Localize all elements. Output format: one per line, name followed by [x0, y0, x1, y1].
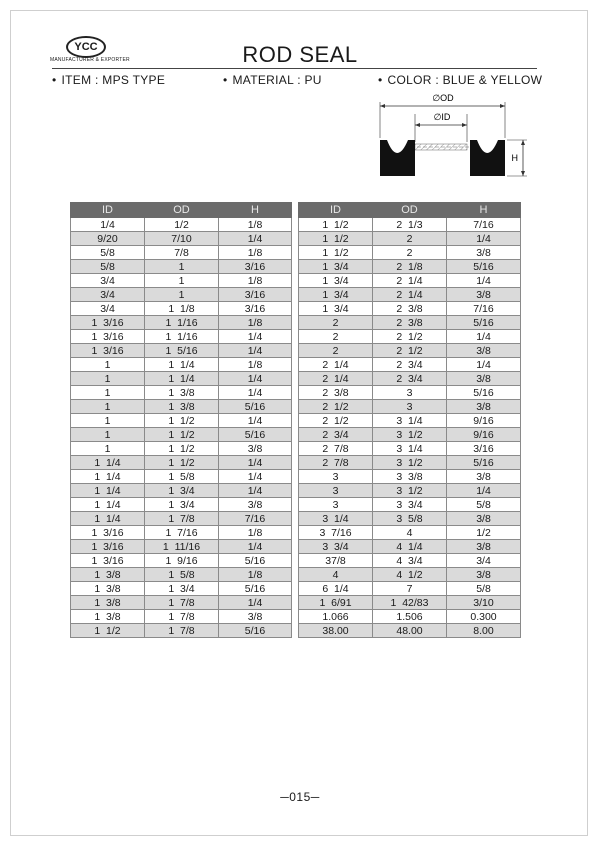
cell-od: 1 42/83: [373, 596, 447, 610]
table-row: [299, 498, 521, 512]
cell-od: 2 3/4: [373, 358, 447, 372]
cell-h: 5/16: [447, 386, 521, 400]
cell-od: 1 7/8: [145, 512, 219, 526]
table-row: [299, 302, 521, 316]
cell-id: 1: [71, 414, 145, 428]
cell-od: 3 1/2: [373, 428, 447, 442]
table-row: [71, 400, 292, 414]
cell-id: 1 3/4: [299, 288, 373, 302]
table-row: [299, 512, 521, 526]
cell-od: 3 1/2: [373, 484, 447, 498]
cell-h: 1/8: [219, 246, 292, 260]
cell-id: 6 1/4: [299, 582, 373, 596]
cell-id: 38.00: [299, 624, 373, 638]
cell-od: 3 5/8: [373, 512, 447, 526]
cell-h: 3/10: [447, 596, 521, 610]
cell-od: 1 3/4: [145, 582, 219, 596]
cell-id: 3: [299, 470, 373, 484]
cell-h: 5/16: [219, 582, 292, 596]
cell-id: 3/4: [71, 302, 145, 316]
cell-h: 3/8: [447, 372, 521, 386]
cell-h: 3/8: [219, 498, 292, 512]
cell-h: 1/8: [219, 358, 292, 372]
cell-id: 1: [71, 372, 145, 386]
cell-od: 2 1/8: [373, 260, 447, 274]
cell-id: 2 1/2: [299, 400, 373, 414]
cell-h: 1/8: [219, 526, 292, 540]
cell-od: 1 1/2: [145, 414, 219, 428]
table-row: [71, 610, 292, 624]
cell-id: 1 3/8: [71, 596, 145, 610]
cell-od: 1 3/8: [145, 386, 219, 400]
cell-h: 1/4: [219, 344, 292, 358]
cell-h: 3/8: [219, 610, 292, 624]
cell-od: 3 3/4: [373, 498, 447, 512]
table-row: [299, 246, 521, 260]
table-row: [71, 274, 292, 288]
cell-h: 9/16: [447, 414, 521, 428]
table-row: [71, 582, 292, 596]
cell-od: 2 3/8: [373, 302, 447, 316]
table-row: [71, 330, 292, 344]
cell-id: 1 6/91: [299, 596, 373, 610]
cell-od: 3 1/4: [373, 414, 447, 428]
cell-od: 3: [373, 400, 447, 414]
table-row: [71, 288, 292, 302]
cell-h: 1/4: [219, 330, 292, 344]
cell-h: 3/8: [447, 344, 521, 358]
cell-h: 1/4: [447, 330, 521, 344]
cell-h: 1/4: [447, 274, 521, 288]
cell-id: 1 3/16: [71, 526, 145, 540]
cell-od: 1 11/16: [145, 540, 219, 554]
cell-h: 3/4: [447, 554, 521, 568]
cell-od: 7/8: [145, 246, 219, 260]
table-row: [299, 316, 521, 330]
column-header-od: OD: [145, 203, 219, 218]
page-number: ─015─: [280, 790, 320, 804]
cell-h: 3/16: [219, 288, 292, 302]
table-row: [71, 302, 292, 316]
cell-h: 3/8: [447, 512, 521, 526]
cell-id: 3/4: [71, 288, 145, 302]
table-row: [299, 344, 521, 358]
table-row: [71, 624, 292, 638]
table-row: [299, 554, 521, 568]
column-header-id: ID: [299, 203, 373, 218]
cell-id: 1 3/8: [71, 610, 145, 624]
cell-od: 3 1/2: [373, 456, 447, 470]
cell-id: 2 1/2: [299, 414, 373, 428]
cell-id: 1 3/16: [71, 330, 145, 344]
cell-od: 1 1/2: [145, 428, 219, 442]
cell-od: 2 3/8: [373, 316, 447, 330]
cell-id: 3 1/4: [299, 512, 373, 526]
cell-h: 3/8: [447, 246, 521, 260]
cell-od: 1 1/8: [145, 302, 219, 316]
table-row: [299, 260, 521, 274]
table-row: [299, 568, 521, 582]
arrow-left-icon: [415, 123, 420, 127]
column-header-od: OD: [373, 203, 447, 218]
cell-id: 1: [71, 428, 145, 442]
arrow-right-icon: [462, 123, 467, 127]
cell-h: 8.00: [447, 624, 521, 638]
cell-h: 5/8: [447, 498, 521, 512]
cell-id: 9/20: [71, 232, 145, 246]
bullet-icon: •: [52, 73, 57, 87]
cell-id: 3 7/16: [299, 526, 373, 540]
cell-od: 1 1/16: [145, 316, 219, 330]
table-row: [71, 540, 292, 554]
material-spec: [223, 73, 322, 87]
table-row: [299, 288, 521, 302]
cell-od: 1: [145, 260, 219, 274]
cell-od: 4 1/2: [373, 568, 447, 582]
table-row: [299, 372, 521, 386]
title-divider: [52, 68, 537, 69]
size-table-right: [298, 202, 521, 638]
cell-od: 1 5/8: [145, 470, 219, 484]
cell-od: 2 1/2: [373, 330, 447, 344]
table-row: [299, 358, 521, 372]
cell-h: 1/8: [219, 218, 292, 232]
cell-id: 1 1/4: [71, 456, 145, 470]
table-row: [299, 232, 521, 246]
cell-od: 2: [373, 232, 447, 246]
size-table-left: [70, 202, 292, 638]
cell-od: 1 7/8: [145, 596, 219, 610]
cell-od: 1 7/16: [145, 526, 219, 540]
table-header-row: [299, 203, 521, 218]
table-row: [71, 218, 292, 232]
cell-h: 1/4: [447, 232, 521, 246]
cell-h: 3/8: [447, 568, 521, 582]
cell-h: 9/16: [447, 428, 521, 442]
table-row: [71, 246, 292, 260]
cell-id: 1 1/4: [71, 484, 145, 498]
bullet-icon: •: [223, 73, 228, 87]
cell-od: 1: [145, 274, 219, 288]
cell-od: 1 1/16: [145, 330, 219, 344]
cell-id: 1 3/4: [299, 274, 373, 288]
cell-od: 1 5/8: [145, 568, 219, 582]
table-row: [299, 400, 521, 414]
cell-h: 1/4: [219, 540, 292, 554]
table-row: [299, 540, 521, 554]
cell-id: 37/8: [299, 554, 373, 568]
cell-h: 5/16: [447, 316, 521, 330]
table-row: [71, 344, 292, 358]
logo-caption: MANUFACTURER & EXPORTER: [50, 57, 130, 63]
cell-h: 1/4: [219, 470, 292, 484]
cell-id: 1: [71, 400, 145, 414]
cell-od: 4 1/4: [373, 540, 447, 554]
bullet-icon: •: [378, 73, 383, 87]
column-header-h: H: [219, 203, 292, 218]
cell-h: 0.300: [447, 610, 521, 624]
table-row: [71, 498, 292, 512]
table-row: [71, 526, 292, 540]
item-spec: [52, 73, 165, 87]
cell-id: 3: [299, 484, 373, 498]
table-row: [299, 610, 521, 624]
cell-od: 1 1/4: [145, 358, 219, 372]
cell-id: 1 1/2: [299, 218, 373, 232]
table-row: [71, 372, 292, 386]
table-row: [71, 386, 292, 400]
table-header-row: [71, 203, 292, 218]
cell-od: 1 5/16: [145, 344, 219, 358]
table-row: [299, 484, 521, 498]
cell-h: 1/2: [447, 526, 521, 540]
h-label: H: [511, 153, 518, 163]
cell-id: 1 3/8: [71, 582, 145, 596]
cell-od: 2 3/4: [373, 372, 447, 386]
table-row: [299, 624, 521, 638]
table-row: [299, 526, 521, 540]
cell-od: 2 1/4: [373, 274, 447, 288]
seal-cross-section-diagram: [375, 88, 535, 188]
cell-id: 1 3/8: [71, 568, 145, 582]
color-spec: [378, 73, 542, 87]
cell-od: 2 1/2: [373, 344, 447, 358]
cell-h: 3/8: [447, 400, 521, 414]
cell-od: 3: [373, 386, 447, 400]
cell-id: 2 3/8: [299, 386, 373, 400]
cell-id: 2: [299, 330, 373, 344]
cell-od: 1 1/4: [145, 372, 219, 386]
table-row: [299, 274, 521, 288]
cell-id: 1 3/4: [299, 260, 373, 274]
table-row: [299, 582, 521, 596]
cell-h: 5/16: [219, 428, 292, 442]
cell-od: 1 3/4: [145, 484, 219, 498]
cell-id: 1 1/4: [71, 470, 145, 484]
cell-h: 5/16: [447, 260, 521, 274]
table-row: [71, 358, 292, 372]
cell-od: 7: [373, 582, 447, 596]
table-row: [71, 428, 292, 442]
cell-h: 1/4: [219, 414, 292, 428]
cell-id: 2 7/8: [299, 456, 373, 470]
seal-section-right-icon: [470, 140, 505, 176]
cell-id: 1 3/16: [71, 554, 145, 568]
table-row: [71, 470, 292, 484]
material-text: MATERIAL : PU: [232, 73, 322, 87]
table-row: [71, 232, 292, 246]
logo-badge: YCC: [66, 36, 106, 58]
cell-h: 5/16: [219, 554, 292, 568]
cell-od: 1 7/8: [145, 610, 219, 624]
cell-id: 1 1/4: [71, 498, 145, 512]
table-row: [299, 596, 521, 610]
cell-id: 3/4: [71, 274, 145, 288]
cell-id: 2 1/4: [299, 372, 373, 386]
cell-h: 1/4: [219, 232, 292, 246]
cell-h: 7/16: [447, 218, 521, 232]
cell-od: 2: [373, 246, 447, 260]
cell-id: 5/8: [71, 260, 145, 274]
table-row: [71, 596, 292, 610]
cell-id: 1 3/16: [71, 540, 145, 554]
id-label: ∅ID: [433, 112, 451, 122]
cell-h: 3/8: [447, 540, 521, 554]
cell-h: 5/16: [219, 624, 292, 638]
cell-h: 3/16: [219, 260, 292, 274]
cell-od: 2 1/4: [373, 288, 447, 302]
cell-od: 48.00: [373, 624, 447, 638]
cell-h: 1/4: [219, 596, 292, 610]
color-text: COLOR : BLUE & YELLOW: [387, 73, 543, 87]
arrow-right-icon: [500, 104, 505, 108]
cell-id: 2: [299, 316, 373, 330]
cell-od: 1 7/8: [145, 624, 219, 638]
cell-id: 1: [71, 358, 145, 372]
cell-id: 1 3/16: [71, 344, 145, 358]
cell-h: 1/4: [219, 484, 292, 498]
od-label: ∅OD: [432, 93, 454, 103]
cell-h: 3/16: [447, 442, 521, 456]
cell-od: 1: [145, 288, 219, 302]
cell-h: 3/8: [219, 442, 292, 456]
arrow-up-icon: [521, 140, 525, 145]
cell-h: 3/16: [219, 302, 292, 316]
table-row: [71, 260, 292, 274]
cell-h: 1/4: [219, 456, 292, 470]
cell-id: 1 1/2: [299, 232, 373, 246]
cell-h: 7/16: [447, 302, 521, 316]
cell-id: 2 3/4: [299, 428, 373, 442]
page-title: ROD SEAL: [242, 42, 358, 67]
cell-od: 7/10: [145, 232, 219, 246]
cell-od: 2 1/3: [373, 218, 447, 232]
cell-od: 1.506: [373, 610, 447, 624]
cell-od: 1 3/4: [145, 498, 219, 512]
table-row: [71, 568, 292, 582]
cell-h: 3/8: [447, 470, 521, 484]
table-row: [299, 218, 521, 232]
cell-id: 1 1/2: [299, 246, 373, 260]
cell-id: 1 3/16: [71, 316, 145, 330]
table-row: [71, 484, 292, 498]
cell-od: 3 1/4: [373, 442, 447, 456]
cell-id: 2 7/8: [299, 442, 373, 456]
item-text: ITEM : MPS TYPE: [61, 73, 166, 87]
cell-od: 1 9/16: [145, 554, 219, 568]
cell-h: 5/16: [219, 400, 292, 414]
cell-h: 3/8: [447, 288, 521, 302]
table-row: [71, 316, 292, 330]
cell-id: 1 1/4: [71, 512, 145, 526]
cell-id: 2 1/4: [299, 358, 373, 372]
table-row: [299, 442, 521, 456]
cell-od: 4: [373, 526, 447, 540]
cell-id: 1: [71, 442, 145, 456]
cell-h: 1/4: [219, 386, 292, 400]
cell-id: 2: [299, 344, 373, 358]
cell-id: 1/4: [71, 218, 145, 232]
table-row: [71, 414, 292, 428]
cell-h: 1/8: [219, 568, 292, 582]
cell-h: 5/8: [447, 582, 521, 596]
cell-h: 5/16: [447, 456, 521, 470]
cell-h: 1/8: [219, 316, 292, 330]
table-row: [299, 456, 521, 470]
cell-od: 1 1/2: [145, 456, 219, 470]
cell-h: 1/8: [219, 274, 292, 288]
table-row: [71, 456, 292, 470]
cell-id: 4: [299, 568, 373, 582]
cell-id: 1 1/2: [71, 624, 145, 638]
cell-od: 1 3/8: [145, 400, 219, 414]
cell-id: 1.066: [299, 610, 373, 624]
column-header-id: ID: [71, 203, 145, 218]
table-row: [299, 386, 521, 400]
cell-id: 1: [71, 386, 145, 400]
table-row: [71, 512, 292, 526]
cell-h: 1/4: [447, 484, 521, 498]
cell-od: 1 1/2: [145, 442, 219, 456]
cell-od: 4 3/4: [373, 554, 447, 568]
cell-h: 7/16: [219, 512, 292, 526]
table-row: [299, 330, 521, 344]
cell-id: 1 3/4: [299, 302, 373, 316]
table-row: [71, 554, 292, 568]
cell-id: 3 3/4: [299, 540, 373, 554]
cell-id: 5/8: [71, 246, 145, 260]
cell-od: 3 3/8: [373, 470, 447, 484]
column-header-h: H: [447, 203, 521, 218]
table-row: [299, 428, 521, 442]
arrow-left-icon: [380, 104, 385, 108]
cell-h: 1/4: [219, 372, 292, 386]
cell-od: 1/2: [145, 218, 219, 232]
cell-id: 3: [299, 498, 373, 512]
seal-section-left-icon: [380, 140, 415, 176]
table-row: [299, 414, 521, 428]
table-row: [71, 442, 292, 456]
arrow-down-icon: [521, 171, 525, 176]
cell-h: 1/4: [447, 358, 521, 372]
table-row: [299, 470, 521, 484]
